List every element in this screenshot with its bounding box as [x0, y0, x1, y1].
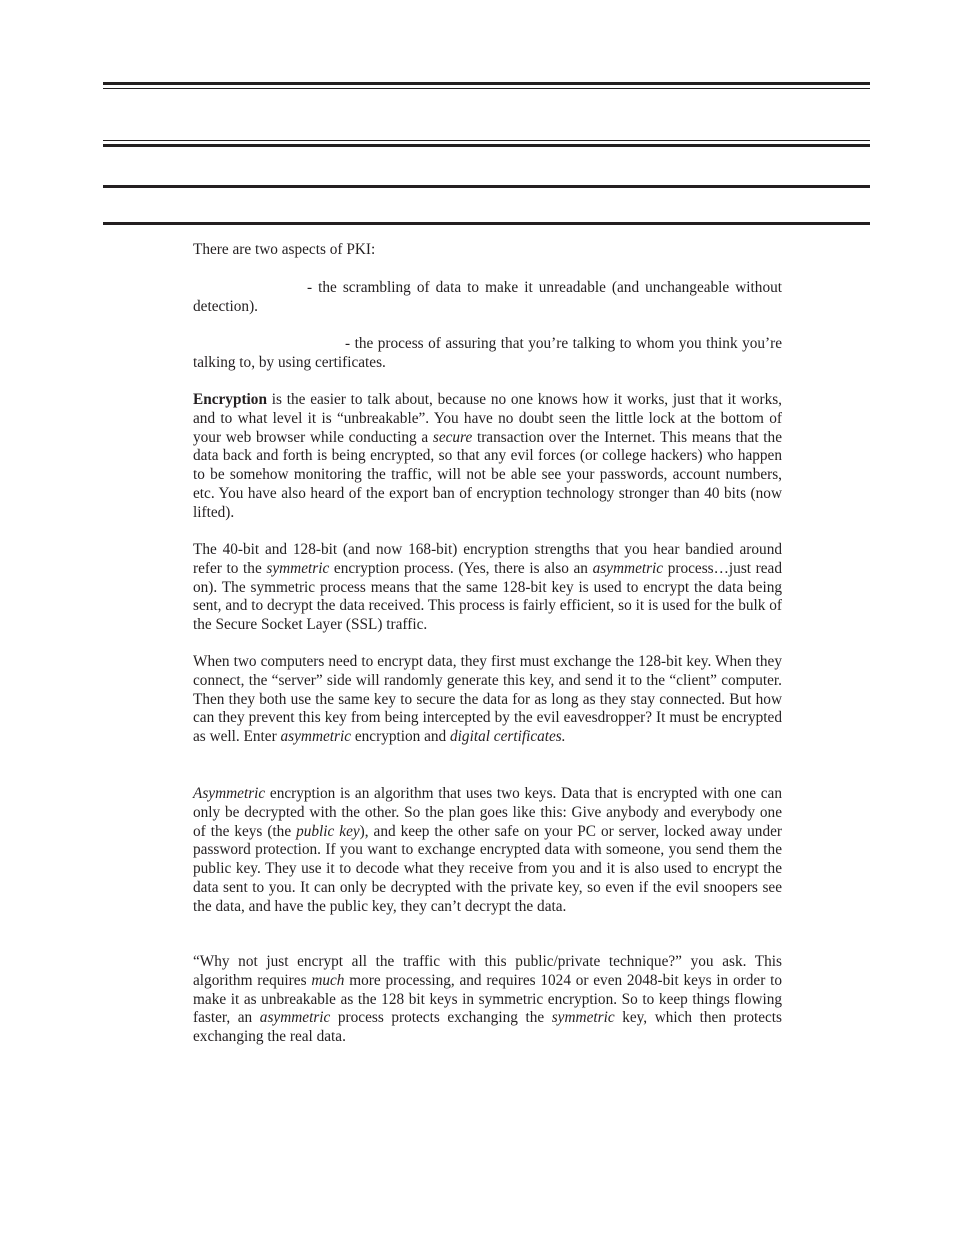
- p2-text-1: The 40-bit and 128-bit (and now 168-bit) encryption strengths that you hear bandied around refer to the: [193, 541, 782, 577]
- intro-text: There are two aspects of PKI:: [193, 241, 376, 258]
- header-rule-1b: [103, 88, 870, 89]
- p1-italic-1: secure: [432, 428, 473, 446]
- intro-paragraph: [193, 241, 782, 260]
- p5-text-4: key, which then protects exchanging the real data.: [193, 1009, 782, 1046]
- p4-text-2: ), and keep the other safe on your PC or server, locked away under password protection. If you want to exchange encrypted data with someone, you send them the public key. They use it to decode what they receive from you and it is also used to encrypt the data sent to you. It can only be decrypted with the private key, so even if the evil snoopers see the data, and have the public key, they can’t decrypt the data.: [193, 822, 782, 915]
- header-rule-4: [103, 222, 870, 225]
- p3-text-1: When two computers need to encrypt data, they first must exchange the 128-bit key. When they connect, the “server” side will randomly generate this key, and send it to the “client” computer. Then they both use the same key to secure the data for as long as they stay connected. But how can they prevent this key from being intercepted by the evil eavesdropper? It must be encrypted as well. Enter: [193, 653, 782, 746]
- p5-text-3: process protects exchanging the: [330, 1009, 552, 1027]
- p1-text-2: transaction over the Internet. This means that the data back and forth is being encrypted, so that any evil forces (or college hackers) who happen to be somehow monitoring the traffic, will not be able see your passwords, account numbers, etc. You have also heard of the export ban of encryption technology stronger than 40 bits (now lifted).: [193, 428, 782, 521]
- p5-italic-2: asymmetric: [259, 1009, 331, 1027]
- p4-italic-1: Asymmetric: [193, 785, 266, 802]
- p1-text-1: is the easier to talk about, because no one knows how it works, just that it works, and to what level it is “unbreakable”. You have no doubt seen the little lock at the bottom of your web browser while conducting a: [193, 391, 782, 446]
- header-rule-3: [103, 185, 870, 188]
- paragraph-key-exchange: [193, 653, 782, 747]
- p5-italic-3: symmetric: [551, 1009, 615, 1027]
- p5-text-1: “Why not just encrypt all the traffic with this public/private technique?” you ask. This algorithm requires: [193, 953, 782, 989]
- p2-italic-2: asymmetric: [592, 559, 664, 577]
- p5-italic-1: much: [311, 971, 345, 989]
- p3-italic-1: asymmetric: [280, 728, 352, 746]
- paragraph-encryption: [193, 391, 782, 523]
- paragraph-asymmetric: [193, 785, 782, 917]
- encryption-lead: Encryption: [193, 391, 267, 408]
- p5-text-2: more processing, and requires 1024 or even 2048-bit keys in order to make it as unbreakable as the 128 bit keys in symmetric encryption. So to keep things flowing faster, an: [193, 971, 782, 1027]
- aspect-encryption-paragraph: [193, 279, 782, 317]
- p2-italic-1: symmetric: [266, 559, 330, 577]
- aspect-authentication-text: - the process of assuring that you’re talking to whom you think you’re talking to, by using certificates.: [193, 335, 782, 371]
- aspect-authentication-paragraph: [193, 335, 782, 373]
- paragraph-symmetric: [193, 541, 782, 635]
- header-rule-2b: [103, 144, 870, 147]
- p2-text-3: process…just read on). The symmetric process means that the same 128-bit key is used to encrypt the data being sent, and to decrypt the data received. This process is fairly efficient, so it is used for the bulk of the Secure Socket Layer (SSL) traffic.: [193, 559, 782, 634]
- p3-text-2: encryption and: [351, 728, 451, 746]
- header-rule-1a: [103, 82, 870, 85]
- header-rule-2a: [103, 140, 870, 141]
- p2-text-2: encryption process. (Yes, there is also an: [329, 559, 593, 577]
- paragraph-why-not: [193, 953, 782, 1047]
- aspect-encryption-text: - the scrambling of data to make it unreadable (and unchangeable without detection).: [193, 279, 782, 315]
- p4-italic-2: public key: [296, 822, 360, 840]
- p4-text-1: encryption is an algorithm that uses two keys. Data that is encrypted with one can only be decrypted with the other. So the plan goes like this: Give anybody and everybody one of the keys (the: [193, 785, 782, 840]
- p3-italic-2: digital certificates.: [450, 728, 566, 746]
